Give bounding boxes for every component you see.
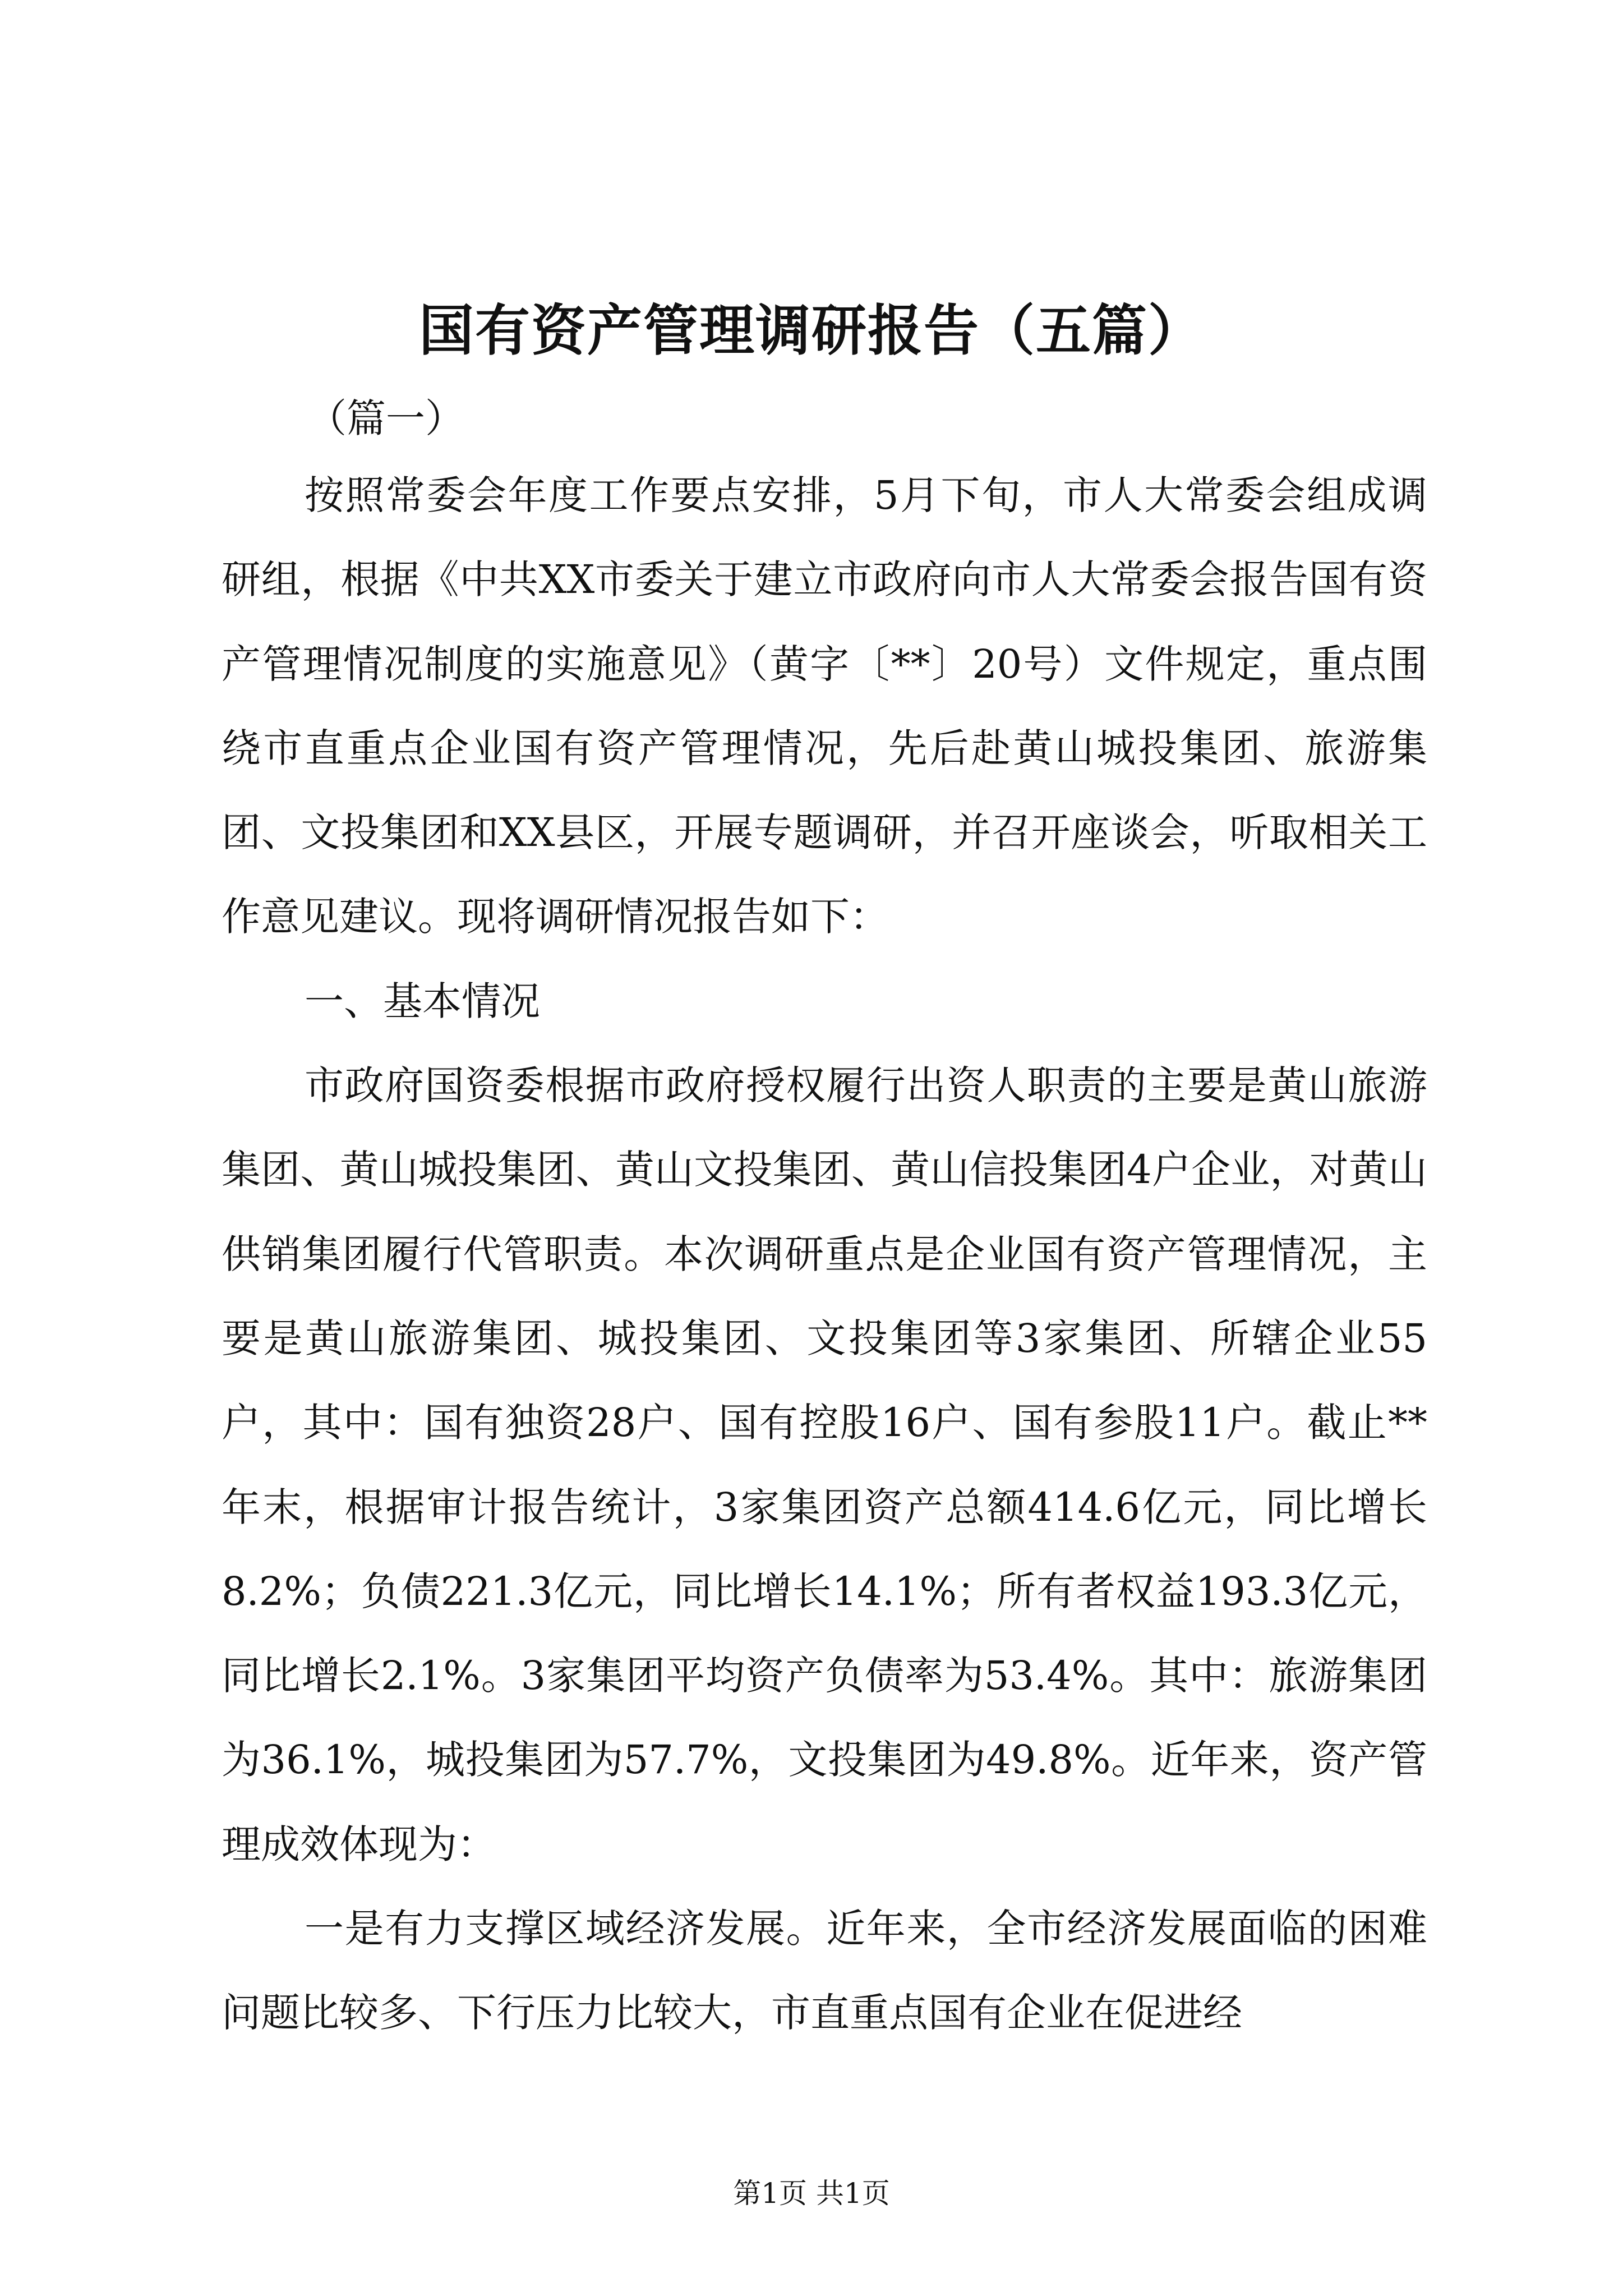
document-title: 国有资产管理调研报告（五篇） <box>418 298 1204 363</box>
document-body <box>222 453 1427 2055</box>
page-footer: 第1页 共1页 <box>733 2177 890 2210</box>
body-paragraph: 按照常委会年度工作要点安排，5月下旬，市人大常委会组成调研组，根据《中共XX市委关于建立市政府向市人大常委会报告国有资产管理情况制度的实施意见》（黄字〔**〕20号）文件规定，重点围绕市直重点企业国有资产管理情况，先后赴黄山城投集团、旅游集团、文投集团和XX县区，开展专题调研，并召开座谈会，听取相关工作意见建议。现将调研情况报告如下： <box>222 472 1427 940</box>
section-label: （篇一） <box>307 395 464 441</box>
body-paragraph: 市政府国资委根据市政府授权履行出资人职责的主要是黄山旅游集团、黄山城投集团、黄山文投集团、黄山信投集团4户企业，对黄山供销集团履行代管职责。本次调研重点是企业国有资产管理情况，主要是黄山旅游集团、城投集团、文投集团等3家集团、所辖企业55户，其中：国有独资28户、国有控股16户、国有参股11户。截止**年末，根据审计报告统计，3家集团资产总额414.6亿元，同比增长8.2%；负债221.3亿元，同比增长14.1%；所有者权益193.3亿元，同比增长2.1%。3家集团平均资产负债率为53.4%。其中：旅游集团为36.1%，城投集团为57.7%，文投集团为49.8%。近年来，资产管理成效体现为： <box>222 1062 1427 1867</box>
section-heading: 一、基本情况 <box>305 978 540 1024</box>
body-paragraph: 一是有力支撑区域经济发展。近年来，全市经济发展面临的困难问题比较多、下行压力比较大，市直重点国有企业在促进经 <box>222 1906 1427 2036</box>
